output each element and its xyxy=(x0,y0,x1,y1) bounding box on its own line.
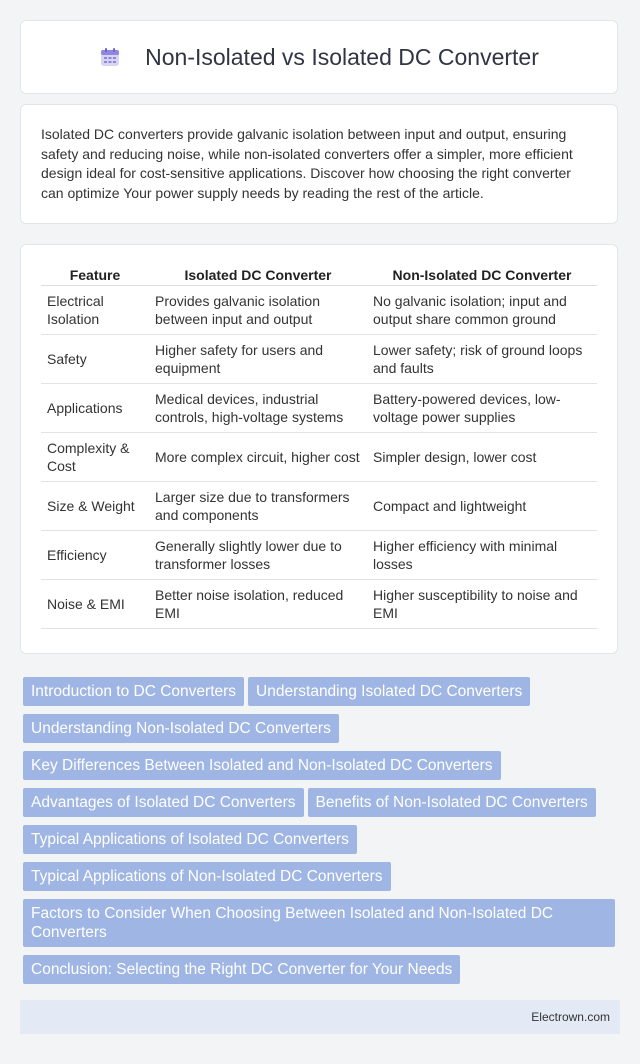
table-cell: Safety xyxy=(41,335,149,384)
table-row xyxy=(41,335,597,384)
link-factors[interactable]: Factors to Consider When Choosing Between Isolated and Non-Isolated DC Converters xyxy=(23,899,615,947)
link-advantages-isolated[interactable]: Advantages of Isolated DC Converters xyxy=(23,788,304,817)
table-cell: Generally slightly lower due to transformer losses xyxy=(149,531,367,580)
link-applications-non-isolated[interactable]: Typical Applications of Non-Isolated DC Converters xyxy=(23,862,391,891)
table-cell: Simpler design, lower cost xyxy=(367,433,597,482)
table-header: Non-Isolated DC Converter xyxy=(367,263,597,286)
table-cell: Medical devices, industrial controls, high-voltage systems xyxy=(149,384,367,433)
link-understanding-isolated[interactable]: Understanding Isolated DC Converters xyxy=(248,677,530,706)
table-cell: Complexity & Cost xyxy=(41,433,149,482)
table-cell: Battery-powered devices, low-voltage power supplies xyxy=(367,384,597,433)
table-cell: Provides galvanic isolation between input and output xyxy=(149,286,367,335)
link-benefits-non-isolated[interactable]: Benefits of Non-Isolated DC Converters xyxy=(308,788,596,817)
comparison-table-card xyxy=(20,244,618,654)
link-applications-isolated[interactable]: Typical Applications of Isolated DC Converters xyxy=(23,825,357,854)
table-cell: Compact and lightweight xyxy=(367,482,597,531)
table-cell: More complex circuit, higher cost xyxy=(149,433,367,482)
article-links xyxy=(23,677,623,992)
table-cell: Size & Weight xyxy=(41,482,149,531)
link-key-differences[interactable]: Key Differences Between Isolated and Non-Isolated DC Converters xyxy=(23,751,501,780)
table-cell: Lower safety; risk of ground loops and faults xyxy=(367,335,597,384)
table-row xyxy=(41,580,597,629)
comparison-table xyxy=(41,263,597,629)
table-cell: Electrical Isolation xyxy=(41,286,149,335)
link-introduction[interactable]: Introduction to DC Converters xyxy=(23,677,244,706)
page-header xyxy=(20,20,618,94)
table-cell: Higher susceptibility to noise and EMI xyxy=(367,580,597,629)
table-row xyxy=(41,433,597,482)
calendar-icon xyxy=(99,46,121,68)
link-understanding-non-isolated[interactable]: Understanding Non-Isolated DC Converters xyxy=(23,714,339,743)
intro-text: Isolated DC converters provide galvanic isolation between input and output, ensuring safety and reducing noise, while non-isolated converters offer a simpler, more efficient design ideal for cost-sensitive applications. Discover how choosing the right converter can optimize Your power supply needs by reading the rest of the article. xyxy=(41,126,573,201)
table-row xyxy=(41,531,597,580)
table-cell: Noise & EMI xyxy=(41,580,149,629)
footer xyxy=(20,1000,620,1034)
table-row xyxy=(41,286,597,335)
table-row xyxy=(41,384,597,433)
page-title: Non-Isolated vs Isolated DC Converter xyxy=(145,43,539,70)
link-conclusion[interactable]: Conclusion: Selecting the Right DC Converter for Your Needs xyxy=(23,955,460,984)
table-cell: Applications xyxy=(41,384,149,433)
table-cell: Higher safety for users and equipment xyxy=(149,335,367,384)
table-cell: Efficiency xyxy=(41,531,149,580)
intro-section xyxy=(20,104,618,224)
table-cell: Better noise isolation, reduced EMI xyxy=(149,580,367,629)
table-header: Isolated DC Converter xyxy=(149,263,367,286)
table-header: Feature xyxy=(41,263,149,286)
table-row xyxy=(41,482,597,531)
table-cell: Larger size due to transformers and components xyxy=(149,482,367,531)
footer-text: Electrown.com xyxy=(531,1010,610,1024)
table-cell: No galvanic isolation; input and output share common ground xyxy=(367,286,597,335)
table-cell: Higher efficiency with minimal losses xyxy=(367,531,597,580)
